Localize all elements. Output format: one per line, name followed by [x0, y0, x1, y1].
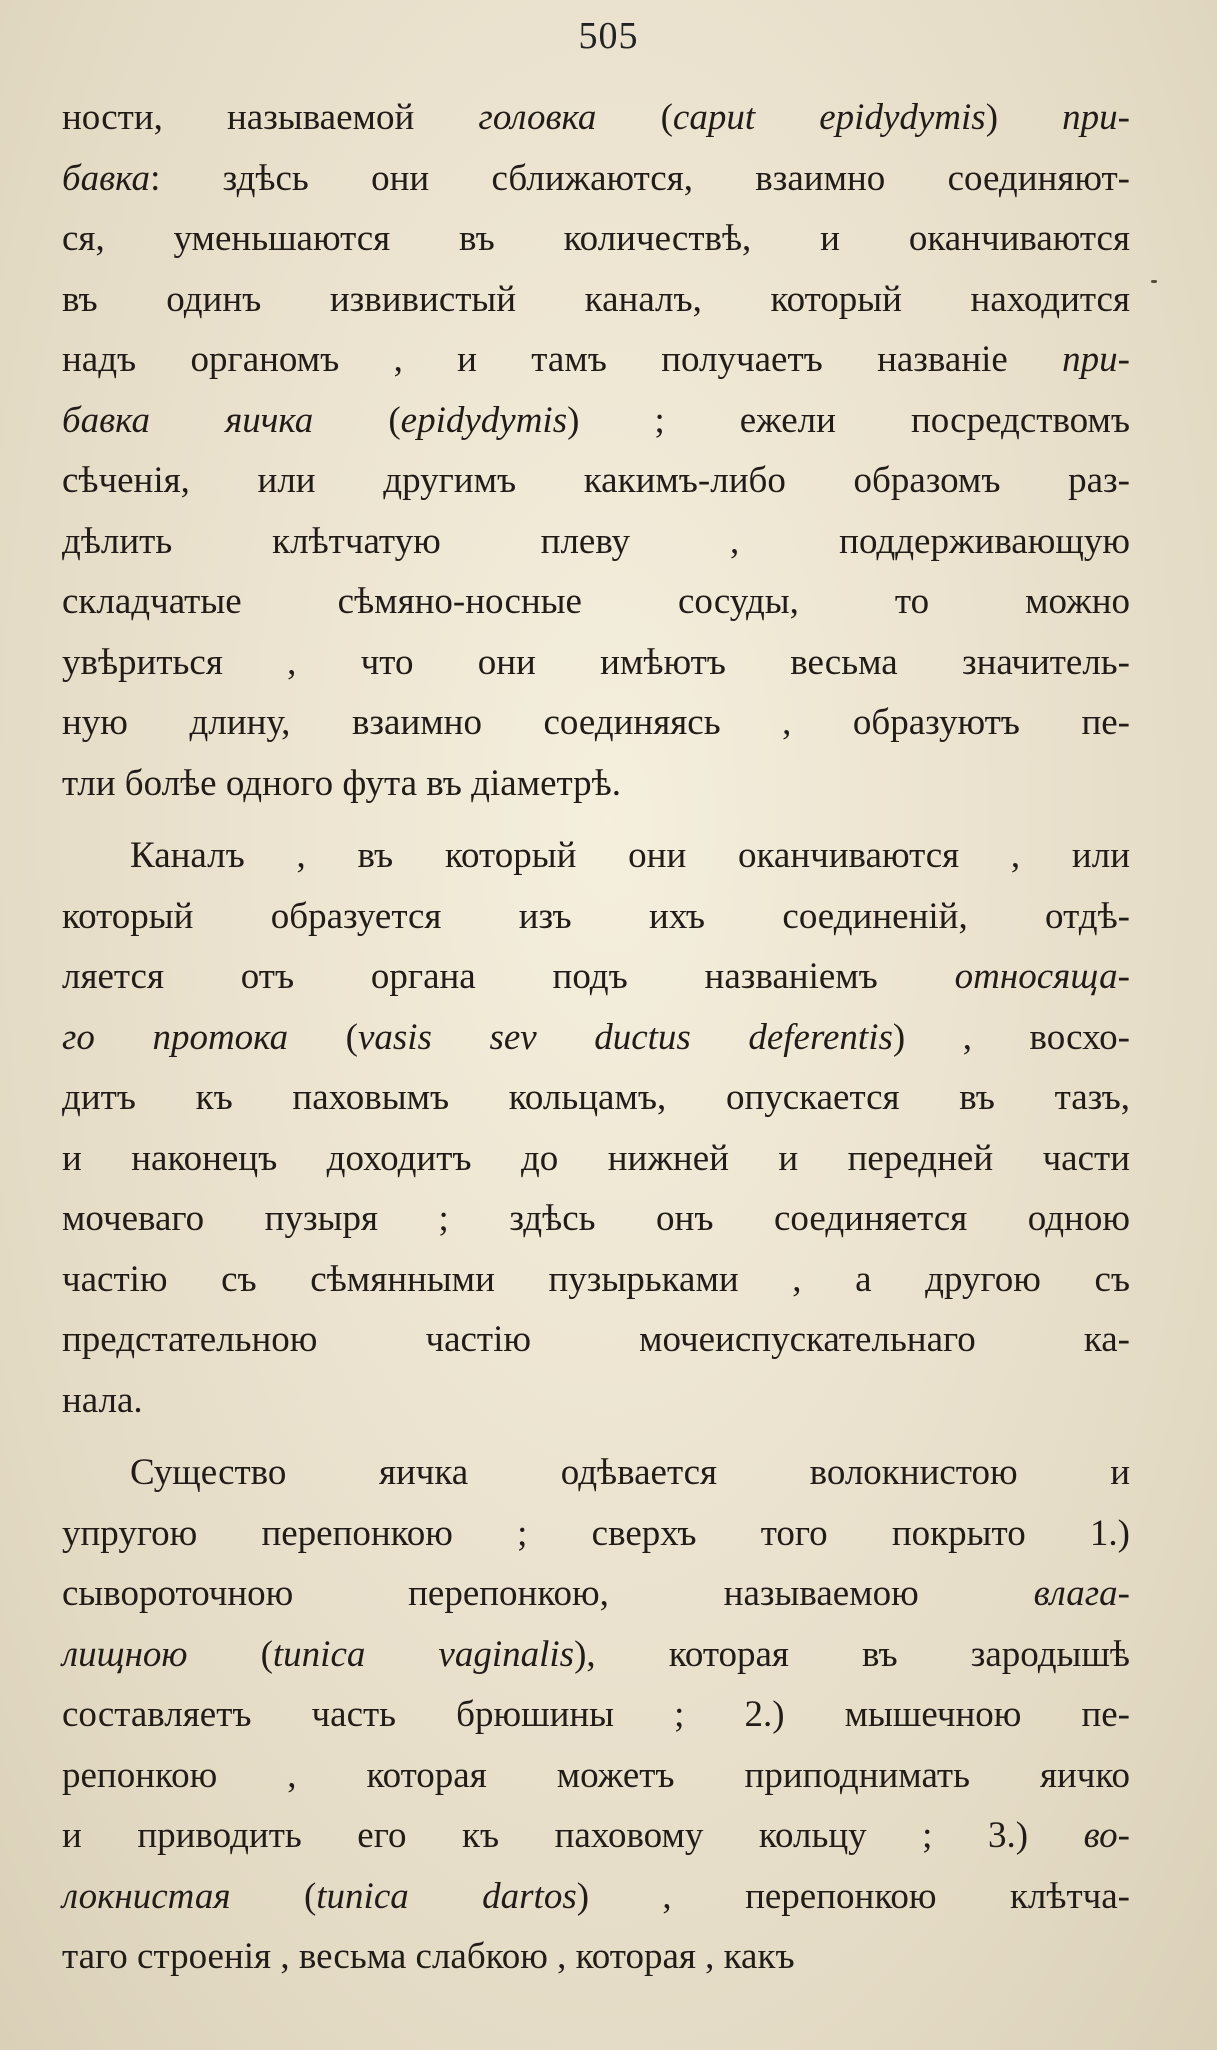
text-run: сывороточною перепонкою, называемою — [62, 1573, 1034, 1614]
text-run: который образуется изъ ихъ соединеній, отдѣ- — [62, 895, 1130, 937]
italic-run: при- — [1062, 339, 1130, 380]
text-run: ( — [288, 1016, 358, 1058]
text-run: таго строенія , весьма слабкою , которая , какъ — [62, 1936, 795, 1977]
italic-run: го протока — [62, 1016, 289, 1058]
text-run: увѣриться , что они имѣютъ весьма значитель- — [62, 641, 1130, 683]
text-run: ) , восхо- — [892, 1016, 1130, 1058]
text-line — [62, 754, 1130, 815]
text-run: ) — [985, 97, 1063, 138]
text-line — [62, 512, 1130, 573]
text-line — [62, 1443, 1130, 1504]
text-run: дѣлить клѣтчатую плеву , поддерживающую — [62, 520, 1130, 562]
text-line — [62, 330, 1130, 391]
italic-run: vasis sev ductus deferentis — [357, 1016, 893, 1058]
text-line — [62, 633, 1130, 694]
text-run: мочеваго пузыря ; здѣсь онъ соединяется одною — [62, 1198, 1130, 1239]
italic-run: caput epidydymis — [672, 97, 986, 138]
text-line — [62, 1068, 1130, 1129]
text-run: ( — [596, 97, 673, 138]
text-run: ) ; ежели посредствомъ — [567, 399, 1130, 441]
italic-run: при- — [1062, 97, 1130, 138]
text-run: и наконецъ доходитъ до нижней и передней части — [62, 1137, 1130, 1179]
text-run: ), которая въ зародышѣ — [574, 1633, 1130, 1675]
text-run: частію съ сѣмянными пузырьками , а другою съ — [62, 1258, 1130, 1300]
text-line — [62, 572, 1130, 633]
text-run: ( — [230, 1875, 317, 1917]
paragraph-gap — [62, 814, 1130, 826]
text-run: ( — [187, 1633, 273, 1675]
text-line — [62, 88, 1130, 149]
text-line — [62, 887, 1130, 948]
text-run: ( — [313, 399, 401, 441]
text-run: сѣченія, или другимъ какимъ-либо образомъ раз- — [62, 460, 1130, 501]
text-line — [62, 1867, 1130, 1928]
text-line — [62, 149, 1130, 210]
ink-speck — [1151, 280, 1157, 283]
text-line — [62, 1685, 1130, 1746]
text-line — [62, 391, 1130, 452]
paragraph — [62, 1431, 1130, 1988]
text-line — [62, 1806, 1130, 1867]
italic-run: локнистая — [62, 1875, 231, 1917]
italic-run: tunica vaginalis — [272, 1633, 575, 1675]
text-run: надъ органомъ , и тамъ получаетъ названіе — [62, 339, 1063, 380]
body-text — [62, 88, 1130, 1988]
text-run: нала. — [62, 1379, 143, 1421]
text-line — [62, 1189, 1130, 1250]
italic-run: бавка яичка — [62, 399, 314, 441]
text-run: ную длину, взаимно соединяясь , образуютъ пе- — [62, 702, 1130, 743]
text-line — [62, 1129, 1130, 1190]
text-line — [62, 693, 1130, 754]
text-line — [62, 1310, 1130, 1371]
italic-run: влага- — [1033, 1573, 1130, 1614]
paragraph-gap — [62, 1431, 1130, 1443]
text-run: и приводить его къ паховому кольцу ; 3.) — [62, 1815, 1084, 1856]
text-line — [62, 451, 1130, 512]
text-line — [62, 1625, 1130, 1686]
text-line — [62, 209, 1130, 270]
text-line — [62, 270, 1130, 331]
text-run: въ одинъ извивистый каналъ, который находится — [62, 278, 1130, 320]
italic-run: относяща- — [954, 956, 1130, 997]
italic-run: во- — [1083, 1815, 1130, 1856]
italic-run: epidydymis — [400, 399, 568, 441]
italic-run: головка — [478, 97, 597, 138]
italic-run: лищною — [62, 1633, 188, 1675]
text-line — [62, 1564, 1130, 1625]
text-run: Каналъ , въ который они оканчиваются , или — [130, 835, 1130, 876]
text-line — [62, 1250, 1130, 1311]
paragraph — [62, 88, 1130, 814]
page-number: 505 — [578, 15, 639, 57]
text-run: ) , перепонкою клѣтча- — [576, 1875, 1130, 1917]
text-line — [62, 1008, 1130, 1069]
text-run: ся, уменьшаются въ количествѣ, и оканчиваются — [62, 218, 1130, 259]
text-line — [62, 1927, 1130, 1988]
text-run: ляется отъ органа подъ названіемъ — [62, 956, 955, 997]
text-run: составляетъ часть брюшины ; 2.) мышечною пе- — [62, 1694, 1130, 1735]
text-run: : здѣсь они сближаются, взаимно соединяют- — [150, 157, 1130, 199]
text-run: репонкою , которая можетъ приподнимать яичко — [62, 1754, 1130, 1796]
italic-run: бавка — [62, 157, 151, 199]
text-run: упругою перепонкою ; сверхъ того покрыто 1.) — [62, 1512, 1130, 1554]
text-line — [62, 826, 1130, 887]
text-run: тли болѣе одного фута въ діаметрѣ. — [62, 762, 621, 804]
text-line — [62, 1746, 1130, 1807]
text-run: ности, называемой — [62, 97, 479, 138]
italic-run: tunica dartos — [316, 1875, 577, 1917]
text-run: Существо яичка одѣвается волокнистою и — [130, 1452, 1130, 1493]
text-run: предстательною частію мочеиспускательнаго ка- — [62, 1319, 1130, 1360]
text-line — [62, 947, 1130, 1008]
text-line — [62, 1371, 1130, 1432]
text-run: дитъ къ паховымъ кольцамъ, опускается въ тазъ, — [62, 1077, 1130, 1118]
paragraph — [62, 814, 1130, 1431]
text-line — [62, 1504, 1130, 1565]
text-run: складчатые сѣмяно-носные сосуды, то можно — [62, 581, 1130, 622]
